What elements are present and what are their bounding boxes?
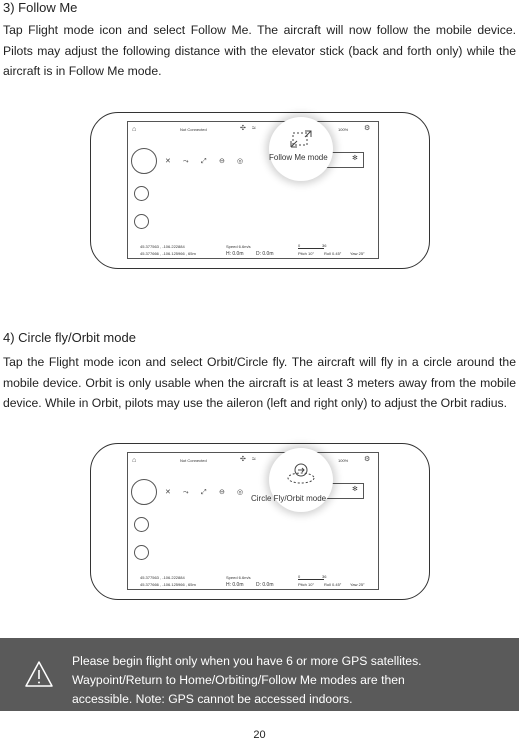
coords-line-2: 45.377666 , -106.125966 , 65m [140, 582, 196, 587]
mode-option-icon[interactable]: ◎ [237, 158, 244, 165]
connection-status: Not Connected [180, 458, 207, 463]
mode-option-icon[interactable]: ◎ [237, 489, 244, 496]
section-heading-orbit: 4) Circle fly/Orbit mode [3, 330, 136, 345]
yaw-readout: Yaw 25° [350, 251, 365, 256]
satellite-icon: ✻ [352, 155, 358, 162]
takeoff-button[interactable] [134, 214, 149, 229]
signal-icon: ≈ [252, 125, 256, 132]
mode-option-icon[interactable]: ⤢ [201, 158, 207, 165]
warning-text [72, 652, 512, 709]
speed-readout: Speed 6.6m/s [226, 575, 251, 580]
roll-readout: Roll 0.45° [324, 251, 342, 256]
battery-status: 100% [338, 458, 349, 463]
pitch-readout: Pitch 10° [298, 251, 315, 256]
mode-option-icon[interactable]: ⊖ [219, 158, 225, 165]
warning-line: accessible. Note: GPS cannot be accessed indoors. [72, 692, 353, 706]
coords-line-1: 45.377563 , -106.222884 [140, 244, 185, 249]
drone-home-icon: ⌂ [132, 457, 137, 464]
flight-mode-button[interactable] [131, 148, 157, 174]
speed-readout: Speed 6.6m/s [226, 244, 251, 249]
warning-line: Please begin flight only when you have 6 or more GPS satellites. [72, 654, 422, 668]
mode-option-icon[interactable]: ⊖ [219, 489, 225, 496]
phone-illustration-orbit [90, 443, 430, 600]
bar-min: 0 [298, 243, 301, 248]
distance-readout: D: 0.0m [256, 251, 274, 257]
coords-line-1: 45.377563 , -106.222884 [140, 575, 185, 580]
expand-arrows-icon [269, 117, 333, 181]
distance-readout: D: 0.0m [256, 582, 274, 588]
gps-warning-box [0, 638, 519, 711]
callout-label: Circle Fly/Orbit mode [251, 494, 327, 503]
mode-option-icon[interactable]: ⤳ [183, 158, 189, 165]
controller-button[interactable] [134, 186, 149, 201]
altitude-bar [298, 248, 324, 249]
section-body-orbit: Tap the Flight mode icon and select Orbit/Circle fly. The aircraft will fly in a circle around the mobile device. Orbit is only usable when the aircraft is at least 3 meters away from the mobile device. While in Orbit, pilots may use the aileron (left and right only) to adjust the Orbit radius. [3, 355, 516, 410]
bar-min: 0 [298, 574, 301, 579]
bar-max: 36 [322, 574, 327, 579]
section-body-follow-me: Tap Flight mode icon and select Follow Me. The aircraft will now follow the mobile device. Pilots may adjust the following distance with the elevator stick (back and forth only) while the aircraft is in Follow Me mode. [3, 23, 516, 78]
mode-option-icon[interactable]: ✕ [165, 489, 171, 496]
page-number: 20 [253, 729, 266, 741]
height-readout: H: 0.0m [226, 582, 244, 588]
satellite-icon: ✻ [352, 486, 358, 493]
bar-max: 36 [322, 243, 327, 248]
warning-triangle-icon [24, 660, 54, 688]
battery-status: 100% [338, 127, 349, 132]
mode-option-icon[interactable]: ⤢ [201, 489, 207, 496]
roll-readout: Roll 0.45° [324, 582, 342, 587]
mode-option-icon[interactable]: ⤳ [183, 489, 189, 496]
drone-icon: ✣ [240, 456, 246, 463]
callout-label: Follow Me mode [269, 153, 328, 162]
settings-icon: ⚙ [364, 125, 371, 132]
app-screen [127, 452, 379, 590]
warning-line: Waypoint/Return to Home/Orbiting/Follow Me modes are then [72, 673, 405, 687]
height-readout: H: 0.0m [226, 251, 244, 257]
flight-mode-button[interactable] [131, 479, 157, 505]
controller-button[interactable] [134, 517, 149, 532]
drone-icon: ✣ [240, 125, 246, 132]
section-heading-follow-me: 3) Follow Me [3, 0, 78, 15]
drone-home-icon: ⌂ [132, 126, 137, 133]
coords-line-2: 45.377666 , -106.125966 , 65m [140, 251, 196, 256]
phone-illustration-follow-me [90, 112, 430, 269]
settings-icon: ⚙ [364, 456, 371, 463]
takeoff-button[interactable] [134, 545, 149, 560]
connection-status: Not Connected [180, 127, 207, 132]
pitch-readout: Pitch 10° [298, 582, 315, 587]
yaw-readout: Yaw 25° [350, 582, 365, 587]
mode-option-icon[interactable]: ✕ [165, 158, 171, 165]
app-screen [127, 121, 379, 259]
magnifier-callout [269, 117, 333, 181]
signal-icon: ≈ [252, 456, 256, 463]
altitude-bar [298, 579, 324, 580]
